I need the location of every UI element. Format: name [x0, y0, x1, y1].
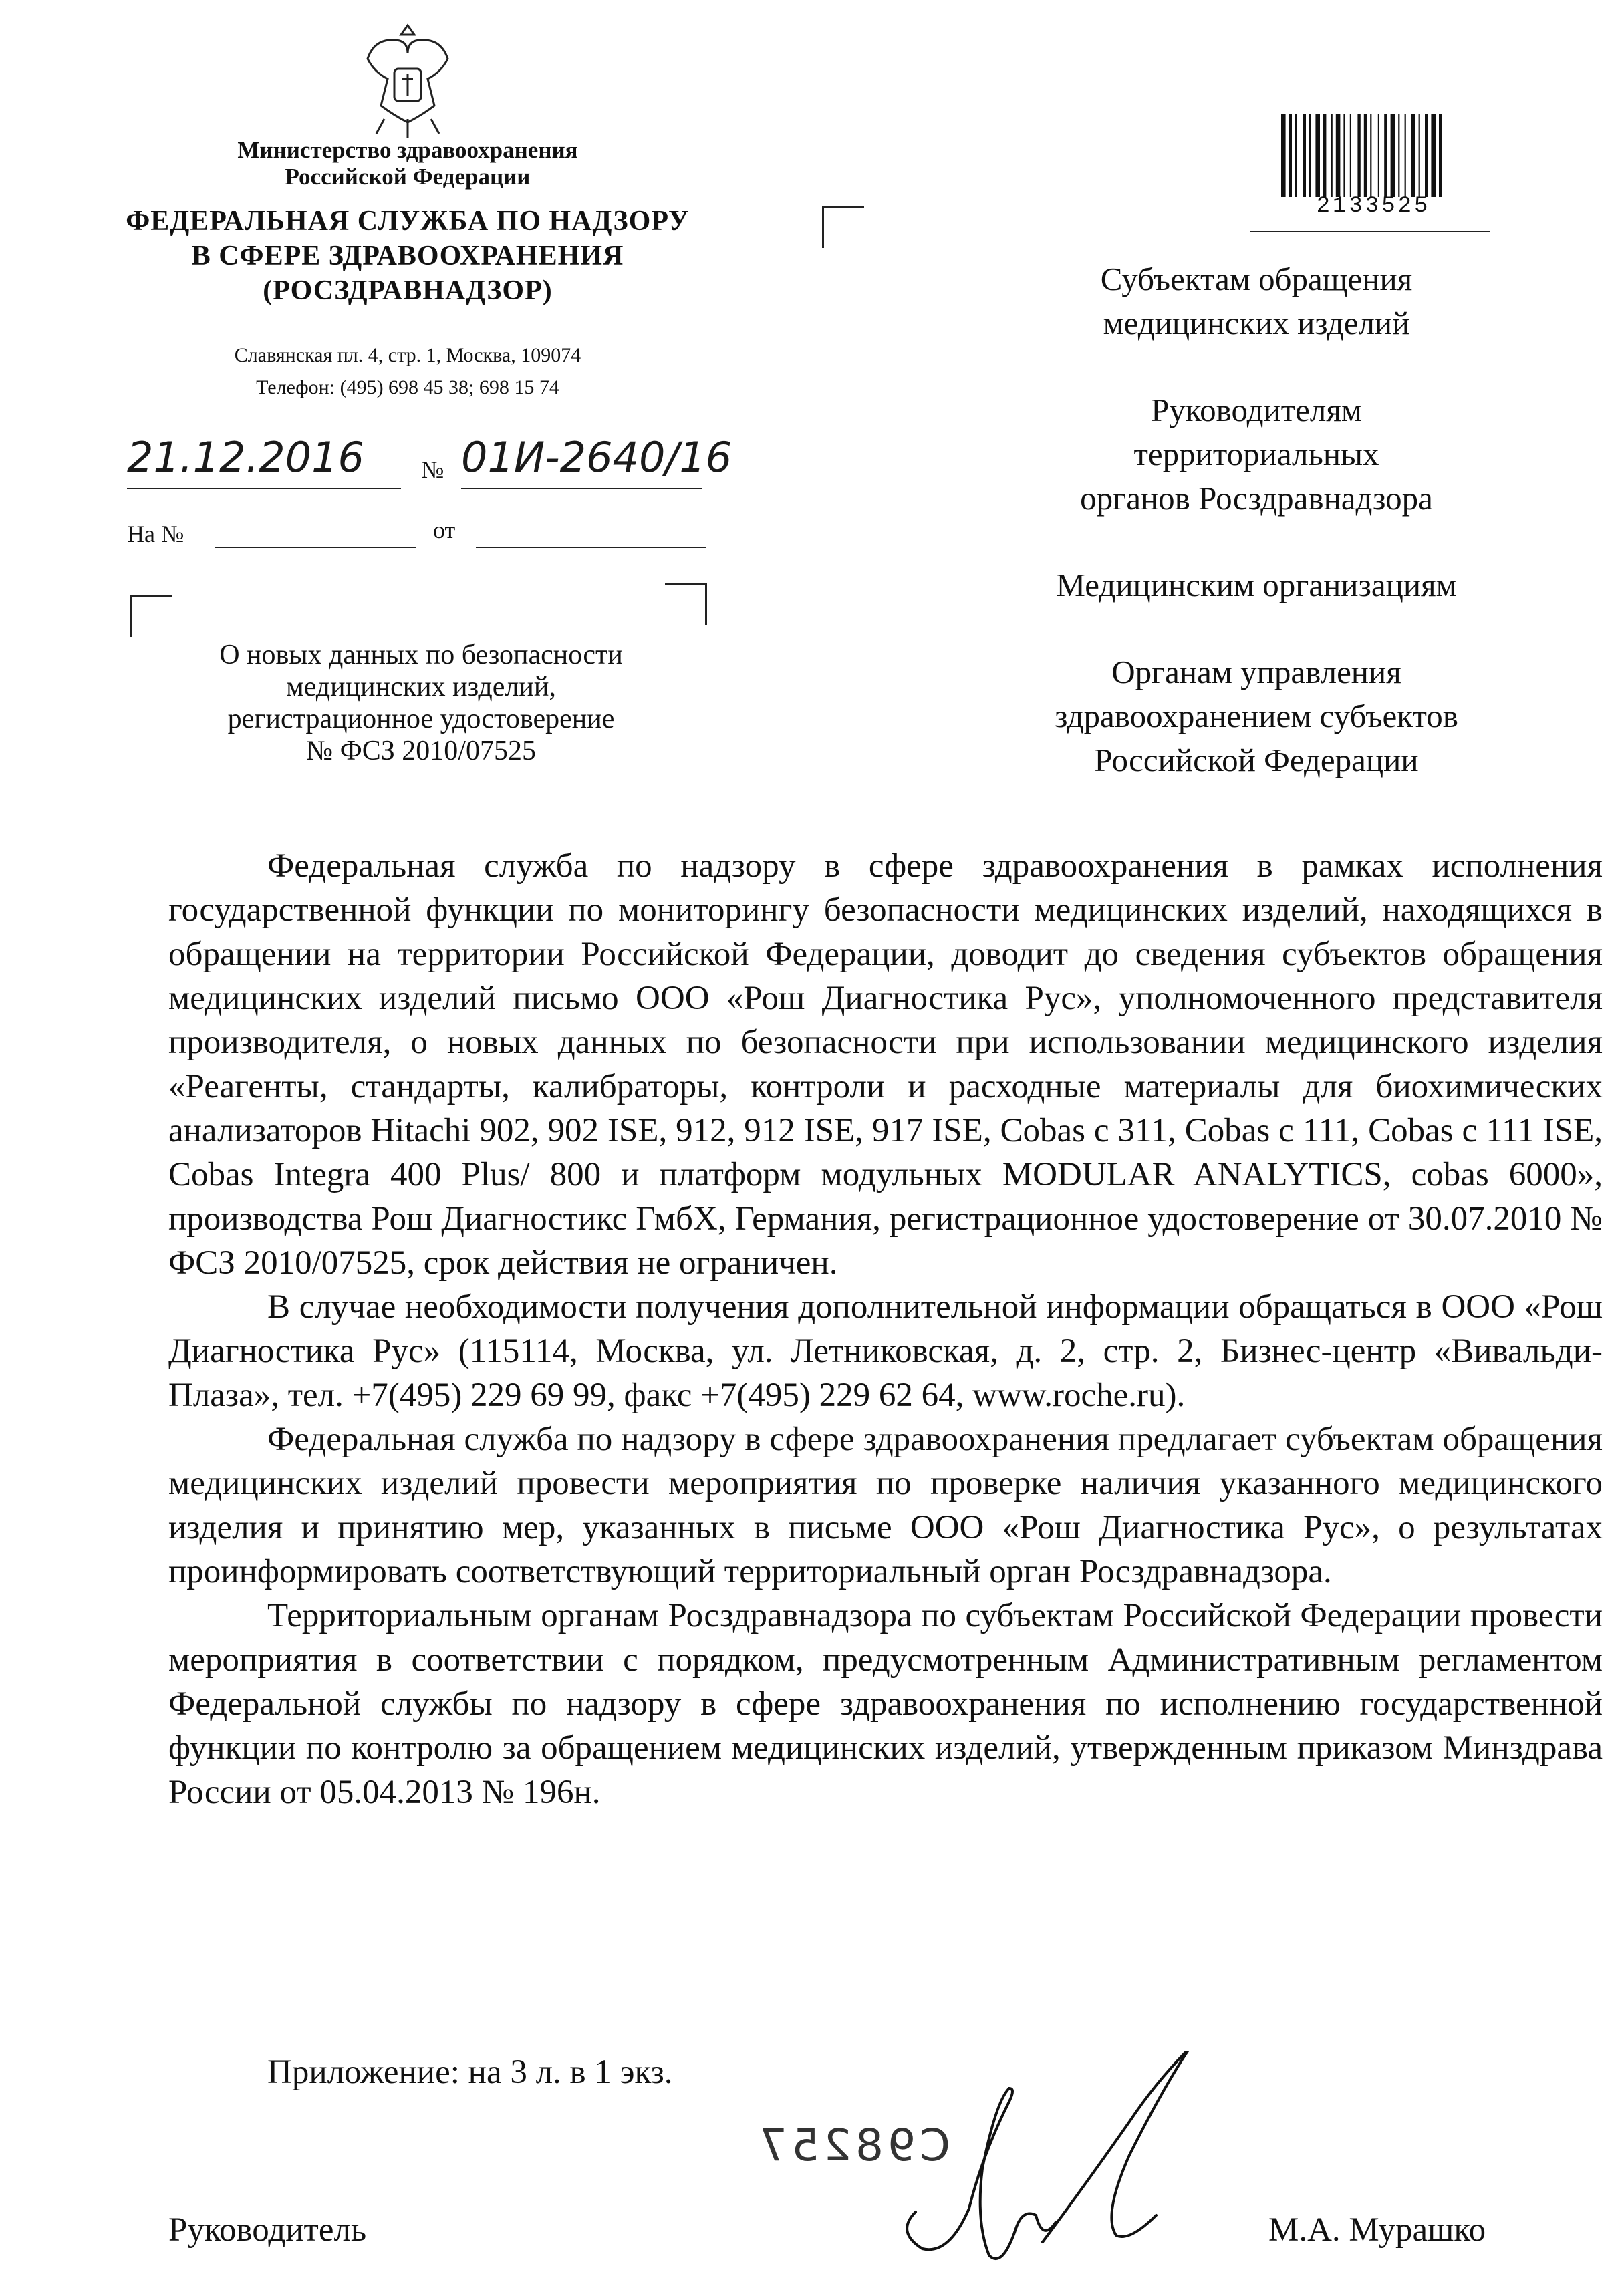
service-name-line-1: ФЕДЕРАЛЬНАЯ СЛУЖБА ПО НАДЗОРУ [126, 206, 690, 237]
subject-line-3: регистрационное удостоверение [227, 704, 615, 734]
outgoing-date: 21.12.2016 [127, 433, 364, 482]
attachment-note: Приложение: на 3 л. в 1 экз. [267, 2053, 673, 2091]
addressee-subjects-line-1: Субъектам обращения [1100, 261, 1413, 297]
barcode-number: 2133525 [1316, 194, 1431, 219]
subject-line-4: № ФСЗ 2010/07525 [306, 736, 536, 766]
outgoing-number: 01И-2640/16 [461, 433, 732, 482]
handwritten-signature [889, 2051, 1263, 2265]
barcode-image [1280, 107, 1467, 207]
ministry-line-2: Российской Федерации [285, 164, 531, 190]
addressee-subjects-line-2: медицинских изделий [1103, 305, 1410, 341]
service-address: Славянская пл. 4, стр. 1, Москва, 109074 [234, 344, 581, 366]
ministry-line-1: Министерство здравоохранения [237, 137, 578, 163]
service-phone: Телефон: (495) 698 45 38; 698 15 74 [256, 376, 559, 398]
addressee-subjects [962, 257, 1550, 345]
addressee-medical-orgs [962, 563, 1550, 607]
body-paragraph-1: Федеральная служба по надзору в сфере здравоохранения в рамках исполнения государственной функции по мониторингу безопасности медицинских изделий, находящихся в обращении на территории Российской Федерации, доводит до сведения субъектов обращения медицинских изделий письмо ООО «Рош Диагностика Рус», уполномоченного представителя производителя, о новых данных по безопасности при использовании медицинского изделия «Реагенты, стандарты, калибраторы, контроли и расходные материалы для биохимических анализаторов Hitachi 902, 902 ISE, 912, 912 ISE, 917 ISE, Cobas c 311, Cobas c 111, Cobas c 111 ISE, Cobas Integra 400 Plus/ 800 и платформ модульных MODULAR ANALYTICS, cobas 6000», производства Рош Диагностикс ГмбХ, Германия, регистрационное удостоверение от 30.07.2010 № ФСЗ 2010/07525, срок действия не ограничен. [168, 847, 1603, 1282]
addressee-heads-line-1: Руководителям [1151, 392, 1362, 428]
reply-to-label: На № [127, 521, 184, 547]
body-paragraph-4: Территориальным органам Росздравнадзора по субъектам Российской Федерации провести мероприятия в соответствии с порядком, предусмотренным Административным регламентом Федеральной службы по надзору в сфере здравоохранения по исполнению государственной функции по контролю за обращением медицинских изделий, утвержденным приказом Минздрава России от 05.04.2013 № 196н. [168, 1597, 1603, 1811]
coat-of-arms-emblem [348, 19, 468, 142]
service-name-line-3: (РОСЗДРАВНАДЗОР) [263, 275, 553, 306]
addressee-heads-line-2: территориальных [1133, 436, 1379, 472]
addressee-heads [962, 388, 1550, 521]
addressee-health-authorities-line-1: Органам управления [1111, 654, 1401, 690]
stamp-number: C98257 [755, 2120, 951, 2171]
addressee-health-authorities-line-3: Российской Федерации [1094, 742, 1419, 778]
reply-from-label: от [433, 517, 456, 543]
service-name-line-2: В СФЕРЕ ЗДРАВООХРАНЕНИЯ [191, 241, 624, 271]
addressee-medical-orgs-line-1: Медицинским организациям [1056, 567, 1457, 603]
outgoing-number-label: № [421, 456, 444, 483]
addressees-block [962, 257, 1550, 825]
subject-line-2: медицинских изделий, [286, 672, 556, 702]
signatory-name: М.А. Мурашко [1268, 2211, 1486, 2249]
addressee-health-authorities-line-2: здравоохранением субъектов [1055, 698, 1458, 734]
signatory-role: Руководитель [168, 2211, 367, 2249]
addressee-health-authorities [962, 650, 1550, 783]
letter-body [168, 844, 1603, 1814]
addressee-heads-line-3: органов Росздравнадзора [1080, 480, 1433, 517]
body-paragraph-2: В случае необходимости получения дополнительной информации обращаться в ООО «Рош Диагностика Рус» (115114, Москва, ул. Летниковская, д. 2, стр. 2, Бизнес-центр «Вивальди-Плаза», тел. +7(495) 229 69 99, факс +7(495) 229 62 64, www.roche.ru). [168, 1288, 1603, 1414]
body-paragraph-3: Федеральная служба по надзору в сфере здравоохранения предлагает субъектам обращения медицинских изделий провести мероприятия по проверке наличия указанного медицинского изделия и принятию мер, указанных в письме ООО «Рош Диагностика Рус», о результатах проинформировать соответствующий территориальный орган Росздравнадзора. [168, 1421, 1603, 1590]
subject-line-1: О новых данных по безопасности [219, 639, 623, 670]
